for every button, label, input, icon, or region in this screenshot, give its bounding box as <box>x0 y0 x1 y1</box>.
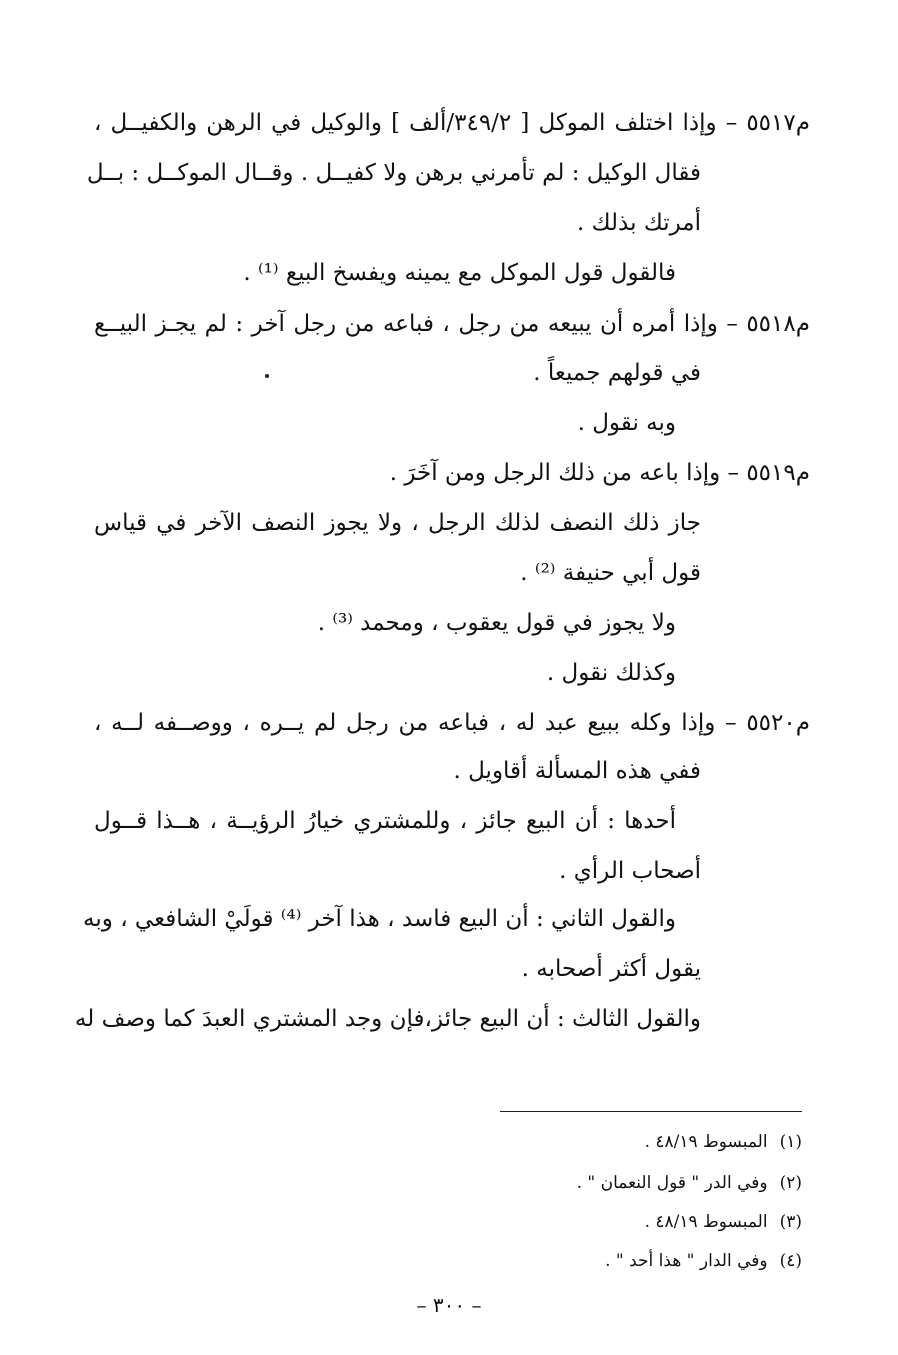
footnote-3 <box>645 1211 802 1233</box>
footnote-4 <box>605 1250 802 1272</box>
footnote-text: وفي الدر " قول النعمان " . <box>576 1173 768 1193</box>
entry-5517-line-4: فالقول قول الموكل مع يمينه ويفسخ البيع ⁽¹⁾ . <box>243 260 676 286</box>
entry-5520-line-1: م٥٥٢٠ – وإذا وكله ببيع عبد له ، فباعه من رجل لم يــره ، ووصــفه لــه ، <box>94 710 810 736</box>
footnote-2 <box>577 1172 802 1194</box>
footnote-separator <box>500 1111 802 1112</box>
footnote-number: (٤) <box>779 1251 802 1271</box>
page-number: – ٣٠٠ – <box>416 1293 482 1317</box>
entry-5517-line-2: فقال الوكيل : لم تأمرني برهن ولا كفيــل . وقــال الموكــل : بــل <box>86 160 701 186</box>
entry-5519-line-3: قول أبي حنيفة ⁽²⁾ . <box>520 560 701 586</box>
footnote-number: (٣) <box>779 1212 802 1232</box>
entry-5519-line-4: ولا يجوز في قول يعقوب ، ومحمد ⁽³⁾ . <box>317 610 676 636</box>
entry-5517-line-3: أمرتك بذلك . <box>577 210 701 236</box>
entry-5519-line-1: م٥٥١٩ – وإذا باعه من ذلك الرجل ومن آخَرَ . <box>389 460 810 486</box>
footnote-text: وفي الدار " هذا أحد " . <box>605 1251 768 1271</box>
ink-speck <box>265 374 269 378</box>
entry-5520-line-2: ففي هذه المسألة أقاويل . <box>453 758 701 784</box>
entry-5518-line-2: في قولهم جميعاً . <box>533 360 701 386</box>
entry-5520-line-6: يقول أكثر أصحابه . <box>521 956 701 982</box>
entry-5520-line-5: والقول الثاني : أن البيع فاسد ، هذا آخر ⁽⁴⁾ قولَيْ الشافعي ، وبه <box>83 906 676 932</box>
entry-5517-line-1: م٥٥١٧ – وإذا اختلف الموكل [ ٣٤٩/٢/ألف ] والوكيل في الرهن والكفيــل ، <box>94 110 810 136</box>
entry-5519-line-2: جاز ذلك النصف لذلك الرجل ، ولا يجوز النصف الآخر في قياس <box>94 510 701 536</box>
entry-5519-line-5: وكذلك نقول . <box>546 660 676 686</box>
entry-5518-line-1: م٥٥١٨ – وإذا أمره أن يبيعه من رجل ، فباعه من رجل آخر : لم يجـز البيــع <box>94 311 810 337</box>
footnote-1 <box>645 1131 802 1153</box>
footnote-number: (١) <box>779 1132 802 1152</box>
footnote-number: (٢) <box>779 1173 802 1193</box>
entry-5520-line-3: أحدها : أن البيع جائز ، وللمشتري خيارُ الرؤيــة ، هــذا قــول <box>94 808 676 834</box>
footnote-text: المبسوط ٤٨/١٩ . <box>644 1212 768 1232</box>
footnote-text: المبسوط ٤٨/١٩ . <box>644 1132 768 1152</box>
entry-5520-line-4: أصحاب الرأي . <box>559 858 701 884</box>
entry-5520-line-7: والقول الثالث : أن البيع جائز،فإن وجد المشتري العبدَ كما وصف له <box>74 1006 701 1032</box>
entry-5518-line-3: وبه نقول . <box>577 410 676 436</box>
